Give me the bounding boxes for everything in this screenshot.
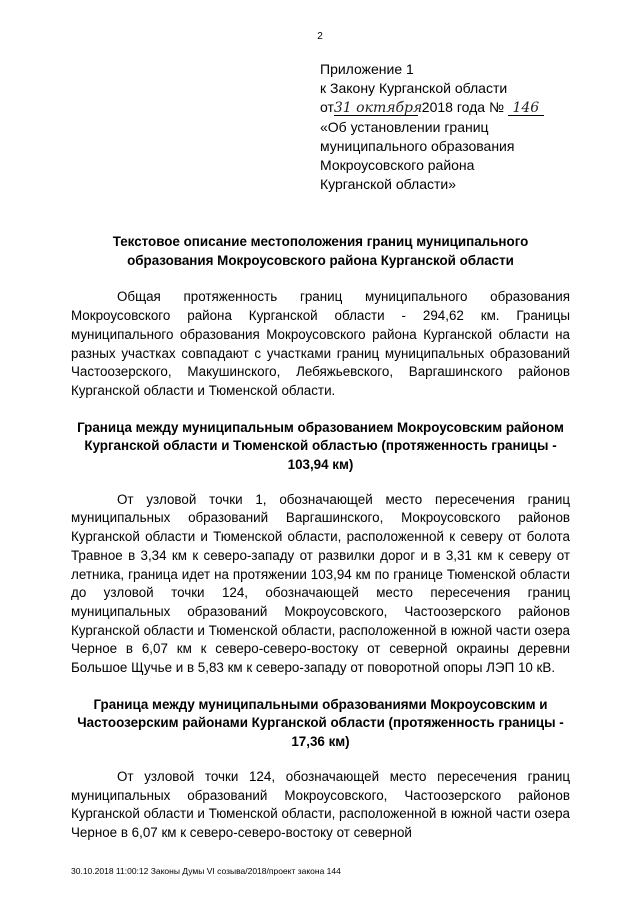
appendix-line-4: «Об установлении границ	[320, 118, 489, 135]
section-title: Граница между муниципальными образованиями Мокроусовским и Частоозерским районами Курганской области (протяженность границы - 17,36 км)	[77, 696, 564, 750]
intro-paragraph: Общая протяженность границ муниципального образования Мокроусовского района Курганской области - 294,62 км. Границы муниципального образования Мокроусовского района Курганской области на разных участках совпадают с участками границ муниципальных образований Частоозерского, Макушинского, Лебяжьевского, Варгашинского районов Курганской области и Тюменской области.	[71, 289, 570, 398]
appendix-line-5: муниципального образования	[320, 137, 515, 154]
document-footer: 30.10.2018 11:00:12 Законы Думы VI созыва/2018/проект закона 144	[71, 866, 341, 876]
spacer	[71, 401, 570, 419]
appendix-line-7: Курганской области»	[320, 176, 457, 193]
section-text: От узловой точки 124, обозначающей место пересечения границ муниципальных образований Мокроусовского, Частоозерского районов Курганской области и Тюменской области, расположенной в южной части озера Черное в 6,07 км к северо-северо-востоку от северной	[71, 768, 570, 840]
spacer	[71, 678, 570, 696]
appendix-line-1: Приложение 1	[320, 61, 414, 77]
appendix-header	[320, 60, 610, 194]
main-title: Текстовое описание местоположения границ муниципального образования Мокроусовского района Курганской области	[112, 234, 529, 268]
spacer	[71, 270, 570, 288]
section-title: Граница между муниципальным образованием Мокроусовским районом Курганской области и Тюменской областью (протяженность границы - 103,94 км)	[77, 419, 564, 473]
document-body	[71, 233, 570, 843]
appendix-line-2: к Закону Курганской области	[320, 80, 508, 97]
section-text: От узловой точки 1, обозначающей место пересечения границ муниципальных образований Варгашинского, Мокроусовского районов Курганской области и Тюменской области, расположенной к северу от болота Травное в 3,34 км к северо-западу от развилки дорог и в 3,31 км к северу от летника, граница идет на протяжении 103,94 км по границе Тюменской области до узловой точки 124, обозначающей место пересечения границ муниципальных образований Мокроусовского, Частоозерского районов Курганской области и Тюменской области, расположенной в южной части озера Черное в 6,07 км к северо-северо-востоку от северной окраины деревни Большое Щучье и в 5,83 км к северо-западу от поворотной опоры ЛЭП 10 кВ.	[71, 491, 570, 676]
handwritten-date: 31 октября	[333, 100, 423, 117]
date-suffix: 2018 года №	[421, 99, 504, 116]
handwritten-number: 146	[508, 101, 544, 116]
date-prefix: от	[320, 99, 334, 116]
spacer	[71, 475, 570, 491]
spacer	[71, 752, 570, 768]
appendix-date-line	[320, 98, 610, 117]
page-number: 2	[317, 31, 323, 42]
appendix-line-6: Мокроусовского района	[320, 157, 475, 174]
